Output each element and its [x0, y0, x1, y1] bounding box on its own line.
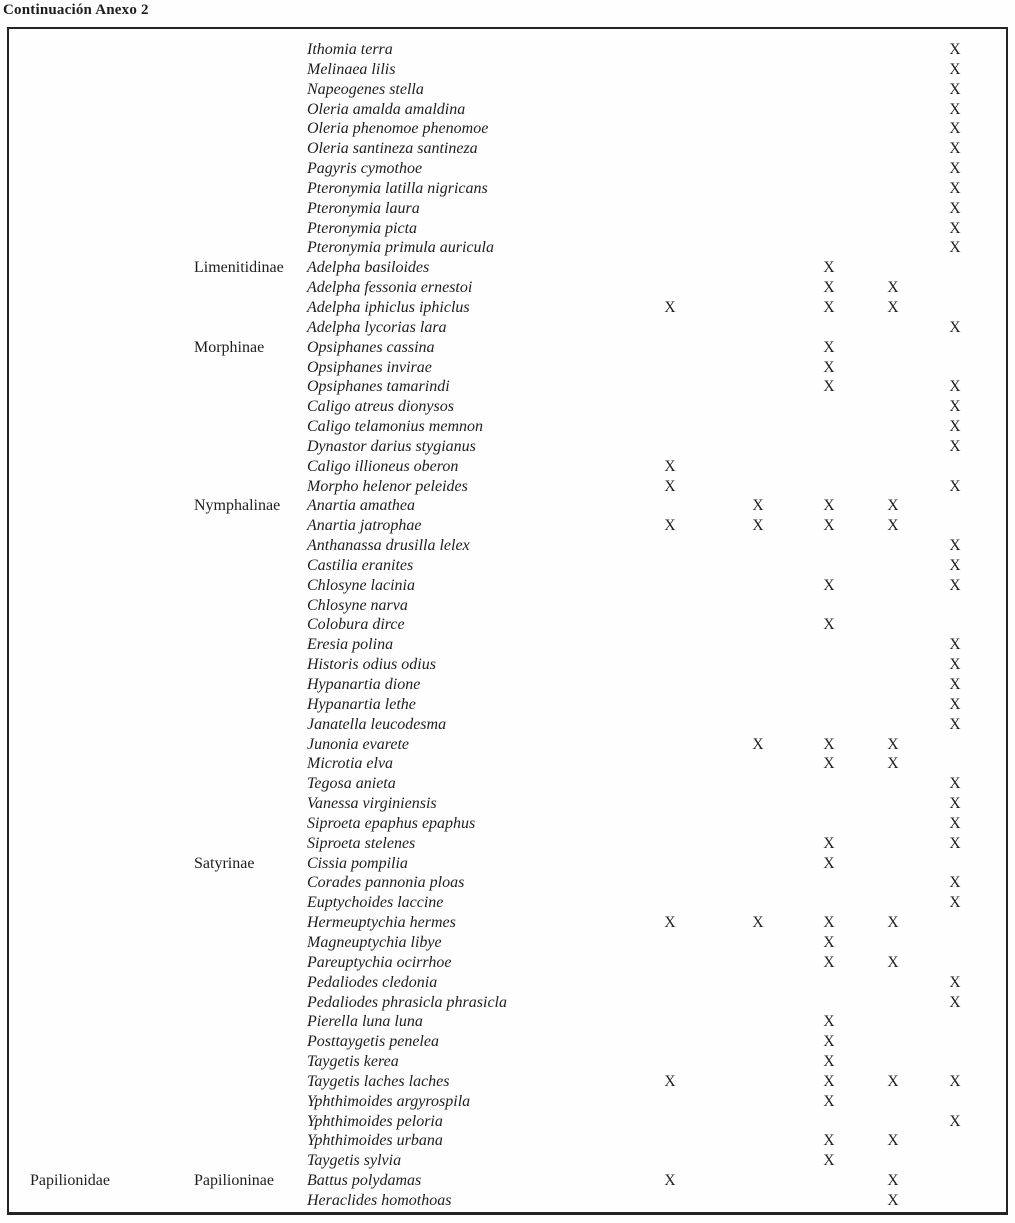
species-name: Pteronymia picta — [307, 219, 418, 237]
presence-mark: X — [823, 1092, 835, 1110]
table-row — [9, 40, 1006, 60]
presence-mark: X — [823, 933, 835, 951]
presence-mark: X — [823, 755, 835, 773]
species-name: Corades pannonia ploas — [307, 874, 465, 892]
presence-mark: X — [823, 834, 835, 852]
presence-mark: X — [949, 1072, 961, 1090]
table-row — [9, 219, 1006, 239]
table-row — [9, 695, 1006, 715]
presence-mark: X — [887, 1191, 899, 1209]
species-name: Anartia amathea — [307, 497, 415, 515]
presence-mark: X — [949, 973, 961, 991]
presence-mark: X — [949, 814, 961, 832]
species-name: Opsiphanes invirae — [307, 358, 432, 376]
table-row — [9, 516, 1006, 536]
presence-mark: X — [664, 1172, 676, 1190]
presence-mark: X — [664, 477, 676, 495]
presence-mark: X — [887, 914, 899, 932]
species-name: Ithomia terra — [307, 41, 393, 58]
table-row — [9, 278, 1006, 298]
presence-mark: X — [823, 378, 835, 396]
presence-mark: X — [949, 120, 961, 138]
presence-mark: X — [823, 497, 835, 515]
presence-mark: X — [887, 279, 899, 297]
presence-mark: X — [823, 1053, 835, 1071]
table-row — [9, 417, 1006, 437]
table-row — [9, 80, 1006, 100]
table-row — [9, 893, 1006, 913]
species-name: Pedaliodes phrasicla phrasicla — [307, 993, 507, 1011]
table-row — [9, 754, 1006, 774]
table-row — [9, 615, 1006, 635]
species-name: Hermeuptychia hermes — [307, 914, 456, 932]
presence-mark: X — [664, 298, 676, 316]
species-name: Siproeta epaphus epaphus — [307, 814, 476, 832]
presence-mark: X — [887, 1172, 899, 1190]
presence-mark: X — [949, 874, 961, 892]
presence-mark: X — [949, 100, 961, 118]
presence-mark: X — [949, 41, 961, 58]
presence-mark: X — [887, 953, 899, 971]
table-row — [9, 774, 1006, 794]
species-name: Napeogenes stella — [307, 80, 424, 98]
species-name: Oleria phenomoe phenomoe — [307, 120, 489, 138]
presence-mark: X — [823, 1033, 835, 1051]
species-name: Pteronymia latilla nigricans — [307, 179, 488, 197]
species-name: Chlosyne lacinia — [307, 576, 415, 594]
table-row — [9, 576, 1006, 596]
species-name: Pteronymia laura — [307, 199, 420, 217]
presence-mark: X — [823, 358, 835, 376]
species-name: Eresia polina — [307, 636, 394, 654]
species-name: Taygetis laches laches — [307, 1072, 450, 1090]
presence-mark: X — [752, 517, 764, 535]
species-name: Oleria santineza santineza — [307, 140, 478, 158]
subfamily-label: Morphinae — [194, 338, 265, 356]
table-row — [9, 834, 1006, 854]
presence-mark: X — [823, 735, 835, 753]
species-name: Janatella leucodesma — [307, 715, 447, 733]
table-row — [9, 1052, 1006, 1072]
presence-mark: X — [949, 219, 961, 237]
presence-mark: X — [949, 160, 961, 178]
table-row — [9, 635, 1006, 655]
presence-mark: X — [823, 259, 835, 277]
table-row — [9, 496, 1006, 516]
table-row — [9, 655, 1006, 675]
species-name: Caligo atreus dionysos — [307, 398, 454, 416]
species-name: Opsiphanes cassina — [307, 338, 435, 356]
presence-mark: X — [664, 517, 676, 535]
table-row — [9, 1012, 1006, 1032]
species-name: Adelpha fessonia ernestoi — [307, 279, 473, 297]
table-row — [9, 715, 1006, 735]
table-row — [9, 1171, 1006, 1191]
presence-mark: X — [949, 318, 961, 336]
table-row — [9, 933, 1006, 953]
species-name: Yphthimoides urbana — [307, 1132, 443, 1150]
presence-mark: X — [887, 755, 899, 773]
species-name: Castilia eranites — [307, 556, 414, 574]
presence-mark: X — [949, 775, 961, 793]
presence-mark: X — [823, 576, 835, 594]
species-name: Adelpha lycorias lara — [307, 318, 447, 336]
presence-mark: X — [823, 854, 835, 872]
table-row — [9, 873, 1006, 893]
presence-mark: X — [949, 140, 961, 158]
species-name: Siproeta stelenes — [307, 834, 416, 852]
species-name: Hypanartia lethe — [307, 695, 416, 713]
species-name: Posttaygetis penelea — [307, 1033, 439, 1051]
table-row — [9, 60, 1006, 80]
table-row — [9, 913, 1006, 933]
table-row — [9, 397, 1006, 417]
subfamily-label: Satyrinae — [194, 854, 255, 872]
presence-mark: X — [823, 914, 835, 932]
species-name: Adelpha basiloides — [307, 259, 430, 277]
table-row — [9, 238, 1006, 258]
presence-mark: X — [887, 735, 899, 753]
species-name: Adelpha iphiclus iphiclus — [307, 298, 470, 316]
species-name: Pagyris cymothoe — [307, 160, 423, 178]
species-name: Yphthimoides peloria — [307, 1112, 443, 1130]
presence-mark: X — [949, 834, 961, 852]
presence-mark: X — [949, 418, 961, 436]
species-name: Caligo telamonius memnon — [307, 418, 483, 436]
table-row — [9, 993, 1006, 1013]
table-row — [9, 814, 1006, 834]
species-name: Yphthimoides argyrospila — [307, 1092, 471, 1110]
presence-mark: X — [887, 497, 899, 515]
subfamily-label: Limenitidinae — [194, 259, 284, 277]
species-name: Colobura dirce — [307, 616, 405, 634]
subfamily-label: Papilioninae — [194, 1172, 274, 1190]
table-row — [9, 794, 1006, 814]
presence-mark: X — [949, 239, 961, 257]
table-row — [9, 556, 1006, 576]
presence-mark: X — [949, 993, 961, 1011]
presence-mark: X — [752, 914, 764, 932]
species-name: Cissia pompilia — [307, 854, 408, 872]
species-name: Pedaliodes cledonia — [307, 973, 438, 991]
presence-mark: X — [664, 457, 676, 475]
presence-mark: X — [949, 894, 961, 912]
table-row — [9, 159, 1006, 179]
table-row — [9, 1151, 1006, 1171]
table-row — [9, 199, 1006, 219]
table-row — [9, 298, 1006, 318]
table-row — [9, 338, 1006, 358]
presence-mark: X — [949, 80, 961, 98]
table-row — [9, 1072, 1006, 1092]
species-name: Anartia jatrophae — [307, 517, 422, 535]
presence-mark: X — [823, 298, 835, 316]
species-name: Vanessa virginiensis — [307, 795, 437, 813]
presence-mark: X — [949, 1112, 961, 1130]
species-name: Chlosyne narva — [307, 596, 408, 614]
table-row — [9, 675, 1006, 695]
presence-mark: X — [823, 517, 835, 535]
table-row — [9, 854, 1006, 874]
species-name: Caligo illioneus oberon — [307, 457, 459, 475]
species-name: Microtia elva — [307, 755, 394, 773]
presence-mark: X — [823, 1152, 835, 1170]
table-row — [9, 1092, 1006, 1112]
species-name: Taygetis sylvia — [307, 1152, 402, 1170]
presence-mark: X — [949, 199, 961, 217]
presence-mark: X — [823, 1132, 835, 1150]
table-row — [9, 953, 1006, 973]
presence-mark: X — [949, 576, 961, 594]
table-row — [9, 318, 1006, 338]
presence-mark: X — [823, 338, 835, 356]
presence-mark: X — [823, 1013, 835, 1031]
table-row — [9, 377, 1006, 397]
table-row — [9, 1032, 1006, 1052]
species-name: Pareuptychia ocirrhoe — [307, 953, 452, 971]
table-row — [9, 1191, 1006, 1211]
presence-mark: X — [949, 179, 961, 197]
species-name: Opsiphanes tamarindi — [307, 378, 450, 396]
presence-mark: X — [949, 656, 961, 674]
table-row — [9, 437, 1006, 457]
presence-mark: X — [887, 298, 899, 316]
table-row — [9, 973, 1006, 993]
page-title: Continuación Anexo 2 — [3, 2, 149, 18]
species-name: Euptychoides laccine — [307, 894, 444, 912]
presence-mark: X — [949, 636, 961, 654]
species-name: Oleria amalda amaldina — [307, 100, 466, 118]
presence-mark: X — [823, 1072, 835, 1090]
species-name: Junonia evarete — [307, 735, 410, 753]
table-row — [9, 358, 1006, 378]
species-name: Morpho helenor peleides — [307, 477, 468, 495]
species-presence-table — [7, 27, 1008, 1215]
presence-mark: X — [752, 735, 764, 753]
table-row — [9, 477, 1006, 497]
presence-mark: X — [949, 695, 961, 713]
table-row — [9, 139, 1006, 159]
species-name: Anthanassa drusilla lelex — [307, 537, 470, 555]
presence-mark: X — [823, 279, 835, 297]
table-row — [9, 119, 1006, 139]
species-name: Tegosa anieta — [307, 775, 396, 793]
presence-mark: X — [949, 60, 961, 78]
species-name: Pteronymia primula auricula — [307, 239, 494, 257]
table-row — [9, 457, 1006, 477]
species-name: Heraclides homothoas — [307, 1191, 452, 1209]
presence-mark: X — [949, 715, 961, 733]
table-row — [9, 258, 1006, 278]
species-name: Battus polydamas — [307, 1172, 422, 1190]
table-row — [9, 1112, 1006, 1132]
table-row — [9, 596, 1006, 616]
presence-mark: X — [887, 517, 899, 535]
presence-mark: X — [823, 616, 835, 634]
table-row — [9, 100, 1006, 120]
presence-mark: X — [949, 537, 961, 555]
species-name: Historis odius odius — [307, 656, 436, 674]
presence-mark: X — [664, 914, 676, 932]
family-label: Papilionidae — [30, 1172, 110, 1190]
presence-mark: X — [949, 556, 961, 574]
presence-mark: X — [949, 477, 961, 495]
species-name: Magneuptychia libye — [307, 933, 442, 951]
presence-mark: X — [887, 1132, 899, 1150]
species-name: Taygetis kerea — [307, 1053, 399, 1071]
presence-mark: X — [887, 1072, 899, 1090]
species-name: Dynastor darius stygianus — [307, 437, 476, 455]
presence-mark: X — [949, 437, 961, 455]
table-row — [9, 1131, 1006, 1151]
presence-mark: X — [823, 953, 835, 971]
species-name: Hypanartia dione — [307, 676, 421, 693]
table-row — [9, 179, 1006, 199]
table-rows — [9, 40, 1006, 1211]
presence-mark: X — [949, 676, 961, 693]
presence-mark: X — [752, 497, 764, 515]
subfamily-label: Nymphalinae — [194, 497, 281, 515]
species-name: Pierella luna luna — [307, 1013, 423, 1031]
species-name: Melinaea lilis — [307, 60, 396, 78]
table-row — [9, 735, 1006, 755]
presence-mark: X — [949, 795, 961, 813]
presence-mark: X — [949, 378, 961, 396]
presence-mark: X — [664, 1072, 676, 1090]
presence-mark: X — [949, 398, 961, 416]
table-row — [9, 536, 1006, 556]
